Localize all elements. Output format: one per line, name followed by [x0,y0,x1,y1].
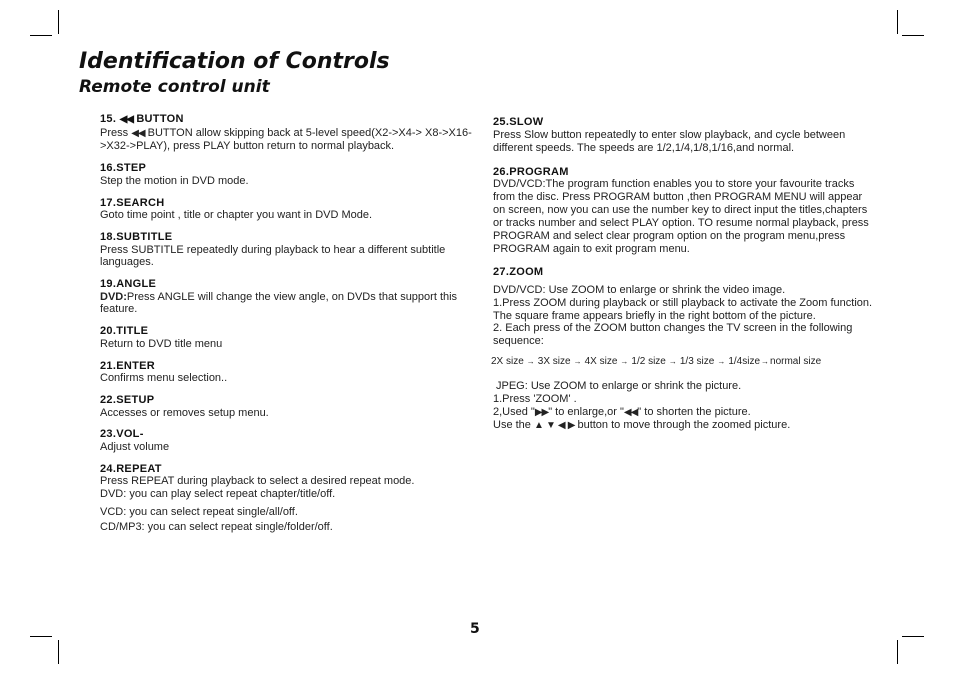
section-heading: 16.STEP [100,162,147,175]
section-heading: 21.ENTER [100,359,155,372]
up-icon: ▲ [533,420,543,432]
right-column [493,116,873,442]
section-text: VCD: you can select repeat single/all/off. [100,505,298,518]
section-text: 1.Press 'ZOOM' . [493,393,577,406]
section-setup [100,394,472,419]
section-text: DVD: you can play select repeat chapter/title/off. [100,488,336,501]
section-heading: 27.ZOOM [493,266,544,279]
section-text: Press SUBTITLE repeatedly during playback to hear a different subtitle languages. [100,243,446,269]
section-heading: 17.SEARCH [100,196,165,209]
left-icon: ◀ [557,420,565,432]
arrow-right-icon: → [761,356,770,366]
section-search [100,197,472,222]
section-text: Press Slow button repeatedly to enter slow playback, and cycle between different speeds. The speeds are 1/2,1/4,1/8,1/16,and normal. [493,128,846,155]
rewind-icon: ◀◀ [119,114,133,125]
left-column [100,113,472,542]
section-text: Step the motion in DVD mode. [100,174,249,187]
arrow-right-icon: → [620,356,629,366]
section-text: 2,Used "▶▶" to enlarge,or "◀◀" to shorten the picture. [493,405,751,418]
crop-mark [30,636,52,637]
section-heading: 26.PROGRAM [493,165,569,178]
section-heading: 20.TITLE [100,325,149,338]
section-step [100,162,472,187]
page-number: 5 [470,621,480,637]
section-enter [100,360,472,385]
section-text: DVD:Press ANGLE will change the view angle, on DVDs that support this feature. [100,290,458,316]
section-text: Use the ▲ ▼ ◀ ▶ button to move through the zoomed picture. [493,419,791,432]
section-text: 1.Press ZOOM during playback or still playback to activate the Zoom function. The square frame appears briefly in the right bottom of the picture. [493,296,873,322]
section-text: CD/MP3: you can select repeat single/folder/off. [100,520,333,533]
section-text: Press ◀◀ BUTTON allow skipping back at 5-level speed(X2->X4-> X8->X16->X32->PLAY), press PLAY button return to normal playback. [100,126,472,153]
section-text: DVD/VCD:The program function enables you to store your favourite tracks from the disc. Press PROGRAM button ,then PROGRAM MENU will appear on screen, now you can use the number key to direct input the titles,chapters or tracks number and select PLAY option. TO resume normal playback, press PROGRAM and select clear program option on the program menu,press PROGRAM again to exit program menu. [493,178,869,256]
rewind-icon: ◀◀ [623,406,638,418]
section-heading: 23.VOL- [100,428,144,441]
crop-mark [58,640,59,664]
section-heading: 22.SETUP [100,393,155,406]
section-text: Return to DVD title menu [100,337,223,350]
section-text: Press REPEAT during playback to select a desired repeat mode. [100,475,415,488]
section-zoom [493,266,873,433]
page-subtitle: Remote control unit [79,77,270,97]
section-repeat [100,463,472,534]
section-heading: 25.SLOW [493,116,544,128]
crop-mark [902,636,924,637]
arrow-right-icon: → [717,356,726,366]
page-title: Identification of Controls [79,49,390,74]
rewind-icon: ◀◀ [131,127,145,139]
section-heading: 19.ANGLE [100,278,157,291]
section-text: JPEG: Use ZOOM to enlarge or shrink the picture. [496,380,742,393]
right-icon: ▶ [567,420,575,432]
zoom-sequence: 2X size → 3X size → 4X size → 1/2 size → 1/3 size → 1/4size→normal size [491,355,822,367]
section-text: DVD/VCD: Use ZOOM to enlarge or shrink the video image. [493,284,786,297]
arrow-right-icon: → [668,356,677,366]
forward-icon: ▶▶ [534,406,549,418]
down-icon: ▼ [545,420,555,432]
section-text: 2. Each press of the ZOOM button changes the TV screen in the following sequence: [493,322,853,347]
section-program [493,166,873,257]
section-text: Accesses or removes setup menu. [100,406,269,419]
crop-mark [30,35,52,36]
section-subtitle [100,231,472,269]
arrow-right-icon: → [573,356,582,366]
section-text: Goto time point , title or chapter you want in DVD Mode. [100,209,373,222]
section-vol [100,428,472,453]
crop-mark [897,640,898,664]
arrow-right-icon: → [526,356,535,366]
section-title [100,325,472,350]
crop-mark [902,35,924,36]
section-heading: 18.SUBTITLE [100,230,173,243]
section-slow [493,116,873,156]
section-text: Adjust volume [100,441,170,454]
section-text: Confirms menu selection.. [100,372,228,385]
section-heading: 15. ◀◀ BUTTON [100,113,184,125]
crop-mark [58,10,59,34]
section-rewind [100,113,472,153]
section-angle [100,278,472,316]
crop-mark [897,10,898,34]
section-heading: 24.REPEAT [100,462,162,475]
